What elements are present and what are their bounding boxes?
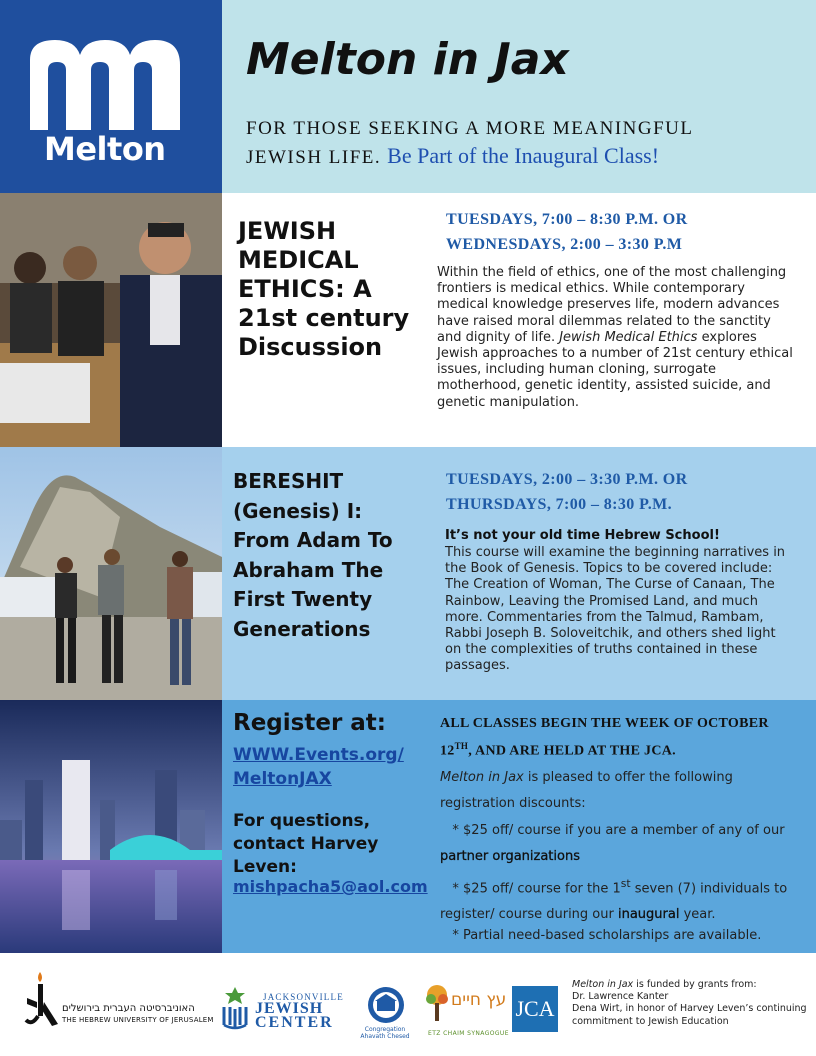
course2-photo xyxy=(0,447,222,700)
course1-schedule xyxy=(446,207,688,257)
funding-credits: Melton in Jax is funded by grants from: Dr. Lawrence Kanter Dena Wirt, in honor of Harvey Leven’s continuing commitment to Jewish Education xyxy=(572,979,816,1028)
tagline-text: JEWISH LIFE. xyxy=(246,147,382,168)
etz-chaim-name-english: ETZ CHAIM SYNAGOGUE xyxy=(428,1030,509,1037)
jca-logo-text: JCA xyxy=(515,996,555,1021)
hebrew-university-name-english: THE HEBREW UNIVERSITY OF JERUSALEM xyxy=(62,1016,214,1024)
jjc-name-line-2: CENTER xyxy=(255,1014,334,1031)
jjc-name-small: JACKSONVILLE xyxy=(263,992,344,1002)
discount-item-1: * $25 off/ course if you are a member of any of our partner organizations xyxy=(440,823,785,864)
register-heading: Register at: xyxy=(233,710,387,736)
tagline-highlight: Be Part of the Inaugural Class! xyxy=(387,143,660,168)
course1-description: Within the field of ethics, one of the most challenging frontiers is medical ethics. While contemporary medical knowledge preserves life, modern advances have raised moral dilemmas related to the sanctity and dignity of life. Jewish Medical Ethics explores Jewish approaches to a number of 21st century ethical issues, including human cloning, surrogate motherhood, genetic identity, assisted suicide, and genetic manipulation. xyxy=(437,265,793,410)
jacksonville-skyline-photo xyxy=(0,700,222,953)
course2-schedule-option-2: THURSDAYS, 7:00 – 8:30 P.M. xyxy=(446,496,673,513)
funder-2: Dena Wirt, in honor of Harvey Leven’s continuing commitment to Jewish Education xyxy=(572,1003,807,1027)
jjc-name-line-1: JEWISH xyxy=(255,1000,324,1017)
etz-chaim-tree-icon xyxy=(423,983,451,1023)
jacksonville-jewish-center-logo-icon xyxy=(220,985,250,1030)
questions-contact: For questions, contact Harvey Leven: xyxy=(233,811,379,877)
course2-schedule xyxy=(446,467,688,517)
melton-m-logo xyxy=(30,40,180,130)
discount-item-3: * Partial need-based scholarships are available. xyxy=(452,928,762,943)
logo-wordmark: Melton xyxy=(44,130,166,168)
course2-schedule-option-1: TUESDAYS, 2:00 – 3:30 P.M. OR xyxy=(446,471,688,488)
etz-chaim-name-hebrew: עץ חיים xyxy=(451,990,507,1010)
course1-title-italic: Jewish Medical Ethics xyxy=(559,329,698,345)
discount-item-2: * $25 off/ course for the 1st seven (7) individuals to register/ course during our inaugural year. xyxy=(440,877,788,923)
registration-link[interactable]: WWW.Events.org/ MeltonJAX xyxy=(233,745,404,789)
partner-organizations: partner organizations xyxy=(440,849,580,864)
tagline-line-1: FOR THOSE SEEKING A MORE MEANINGFUL xyxy=(246,118,694,139)
course1-photo xyxy=(0,193,222,447)
the-temple-logo-icon xyxy=(366,985,406,1025)
course1-schedule-option-2: WEDNESDAYS, 2:00 – 3:30 P.M xyxy=(446,236,683,253)
funder-1: Dr. Lawrence Kanter xyxy=(572,991,669,1003)
course1-schedule-option-1: TUESDAYS, 7:00 – 8:30 P.M. OR xyxy=(446,211,688,228)
course2-tagline: It’s not your old time Hebrew School! xyxy=(445,528,720,543)
contact-email-link[interactable]: mishpacha5@aol.com xyxy=(233,877,428,896)
course1-title: JEWISH MEDICAL ETHICS: A 21st century Discussion xyxy=(238,217,410,361)
hebrew-university-name-hebrew: האוניברסיטה העברית בירושלים xyxy=(62,1003,195,1014)
page-title: Melton in Jax xyxy=(246,34,569,85)
course2-description: This course will examine the beginning narratives in the Book of Genesis. Topics to be covered include: The Creation of Woman, The Curse of Canaan, The Rainbow, Leaving the Promised Land, and much more. Commentaries from the Talmud, Rambam, Rabbi Joseph B. Soloveitchik, and others shed light on the complexities of truths contained in these passages. xyxy=(445,545,786,674)
tagline-line-2 xyxy=(246,143,659,169)
discount-intro: Melton in Jax is pleased to offer the following registration discounts: xyxy=(440,770,733,811)
classes-begin-notice: ALL CLASSES BEGIN THE WEEK OF OCTOBER 12TH, AND ARE HELD AT THE JCA. xyxy=(440,716,769,759)
temple-congregation-name: Congregation Ahavath Chesed xyxy=(360,1026,410,1040)
hebrew-university-logo-icon xyxy=(22,968,62,1028)
course2-title: BERESHIT (Genesis) I: From Adam To Abraham The First Twenty Generations xyxy=(233,469,393,641)
